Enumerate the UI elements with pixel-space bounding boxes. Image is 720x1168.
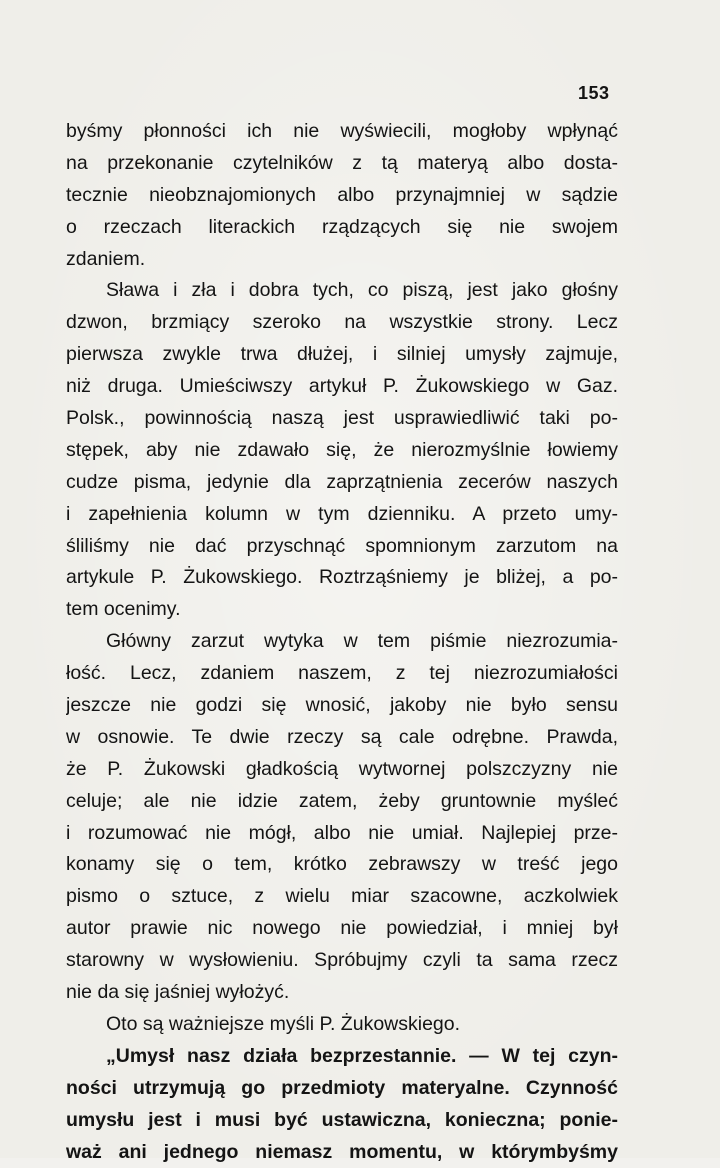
text-line: umysłu jest i musi być ustawiczna, konieczna; ponie- — [66, 1105, 618, 1137]
text-line: pierwsza zwykle trwa dłużej, i silniej umysły zajmuje, — [66, 339, 618, 371]
text-line: zdaniem. — [66, 244, 618, 276]
page-number: 153 — [578, 83, 618, 104]
text-line: stępek, aby nie zdawało się, że nierozmyślnie łowiemy — [66, 435, 618, 467]
text-line: i zapełnienia kolumn w tym dzienniku. A przeto umy- — [66, 499, 618, 531]
text-line: byśmy płonności ich nie wyświecili, mogłoby wpłynąć — [66, 116, 618, 148]
text-line: łość. Lecz, zdaniem naszem, z tej niezrozumiałości — [66, 658, 618, 690]
text-line: celuje; ale nie idzie zatem, żeby gruntownie myśleć — [66, 786, 618, 818]
paragraph-start-line: Oto są ważniejsze myśli P. Żukowskiego. — [66, 1009, 618, 1041]
text-line: tem ocenimy. — [66, 594, 618, 626]
text-line: niż druga. Umieściwszy artykuł P. Żukowskiego w Gaz. — [66, 371, 618, 403]
text-line: konamy się o tem, krótko zebrawszy w treść jego — [66, 849, 618, 881]
text-line: śliliśmy nie dać przyschnąć spomnionym zarzutom na — [66, 531, 618, 563]
text-line: cudze pisma, jedynie dla zaprzątnienia zecerów naszych — [66, 467, 618, 499]
text-line: ności utrzymują go przedmioty materyalne. Czynność — [66, 1073, 618, 1105]
body-text — [66, 116, 618, 1168]
text-line: i rozumować nie mógł, albo nie umiał. Najlepiej prze- — [66, 818, 618, 850]
text-line: starowny w wysłowieniu. Spróbujmy czyli ta sama rzecz — [66, 945, 618, 977]
text-line: tecznie nieobznajomionych albo przynajmniej w sądzie — [66, 180, 618, 212]
paragraph-start-line: Sława i zła i dobra tych, co piszą, jest jako głośny — [66, 275, 618, 307]
text-line: waż ani jednego niemasz momentu, w którymbyśmy — [66, 1137, 618, 1168]
text-line: Polsk., powinnością naszą jest usprawiedliwić taki po- — [66, 403, 618, 435]
quoted-passage — [66, 1041, 618, 1168]
text-line: w osnowie. Te dwie rzeczy są cale odrębne. Prawda, — [66, 722, 618, 754]
text-line: nie da się jaśniej wyłożyć. — [66, 977, 618, 1009]
text-line: autor prawie nic nowego nie powiedział, i mniej był — [66, 913, 618, 945]
text-line: dzwon, brzmiący szeroko na wszystkie strony. Lecz — [66, 307, 618, 339]
text-line: artykule P. Żukowskiego. Roztrząśniemy je bliżej, a po- — [66, 562, 618, 594]
text-line: o rzeczach literackich rządzących się nie swojem — [66, 212, 618, 244]
paragraph-start-line: Główny zarzut wytyka w tem piśmie niezrozumia- — [66, 626, 618, 658]
paragraph-start-line: „Umysł nasz działa bezprzestannie. — W tej czyn- — [66, 1041, 618, 1073]
text-line: pismo o sztuce, z wielu miar szacowne, aczkolwiek — [66, 881, 618, 913]
text-line: że P. Żukowski gładkością wytwornej polszczyzny nie — [66, 754, 618, 786]
text-line: na przekonanie czytelników z tą materyą albo dosta- — [66, 148, 618, 180]
text-line: jeszcze nie godzi się wnosić, jakoby nie było sensu — [66, 690, 618, 722]
